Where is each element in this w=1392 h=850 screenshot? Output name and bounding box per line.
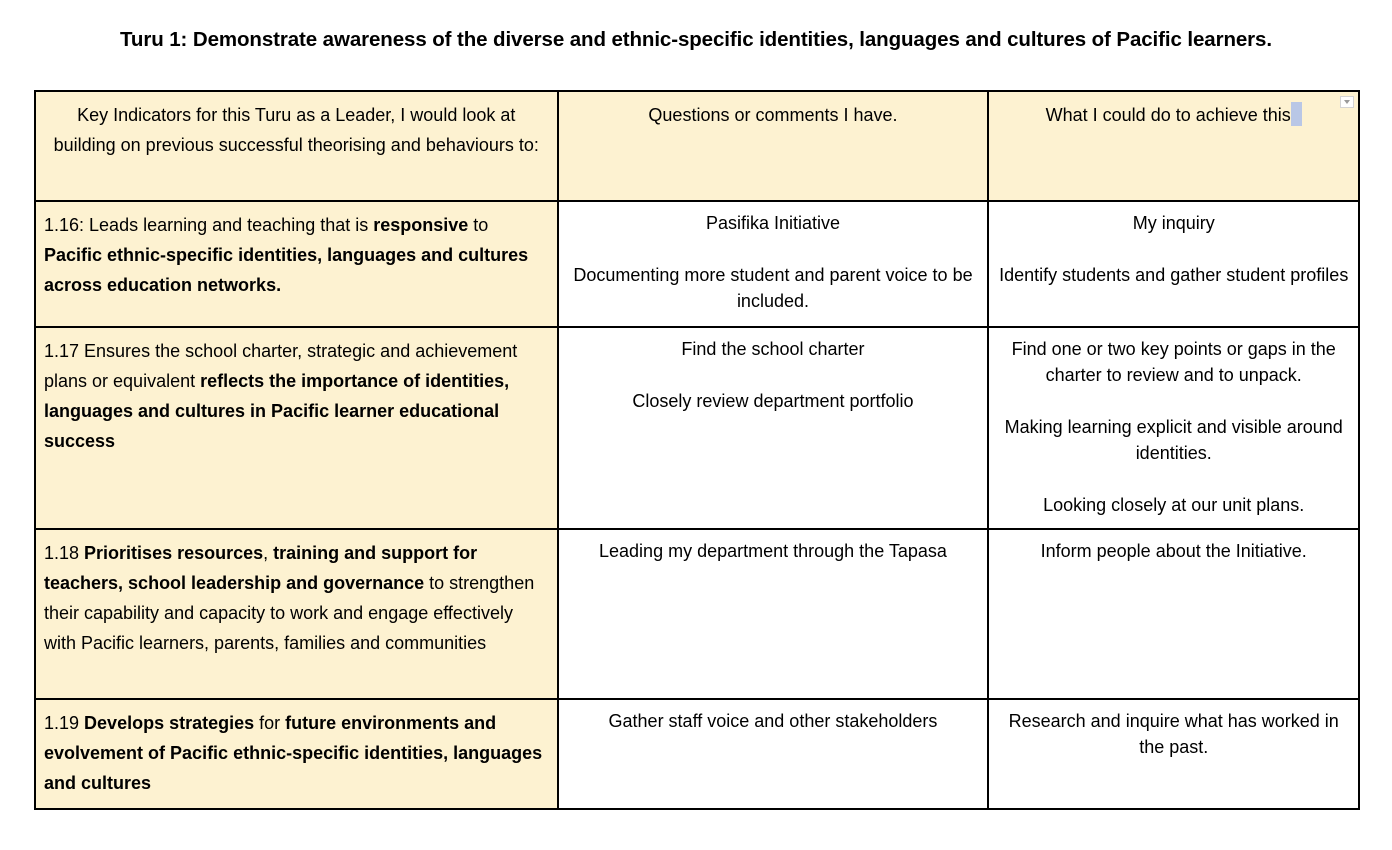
questions-cell[interactable] xyxy=(558,327,989,529)
header-actions[interactable] xyxy=(988,91,1359,201)
indicator-text: 1.18 xyxy=(44,543,85,563)
question-text: Documenting more student and parent voice to be included. xyxy=(573,265,973,311)
action-text: Research and inquire what has worked in the past. xyxy=(1008,711,1339,757)
indicator-text: future environments and evolvement of Pacific ethnic-specific identities, languages and cultures xyxy=(44,713,543,793)
header-actions-text: What I could do to achieve this xyxy=(1045,105,1291,125)
action-text: Find one or two key points or gaps in the charter to review and to unpack. xyxy=(1011,339,1336,385)
text-cursor-selection xyxy=(1291,102,1302,126)
action-text: Inform people about the Initiative. xyxy=(1040,541,1307,561)
question-text: Closely review department portfolio xyxy=(632,391,914,411)
indicator-text: 1.16: Leads learning and teaching that is xyxy=(44,215,374,235)
actions-cell[interactable] xyxy=(988,201,1359,327)
header-key-indicators[interactable] xyxy=(35,91,558,201)
indicator-text: responsive xyxy=(373,215,469,235)
indicator-text: Develops strategies xyxy=(84,713,255,733)
indicator-text: to strengthen their capability and capacity to work and engage effectively with Pacific learners, parents, families and communities xyxy=(44,573,535,653)
header-key-indicators-text: Key Indicators for this Turu as a Leader, I would look at building on previous successful theorising and behaviours to: xyxy=(53,105,539,155)
action-text: Making learning explicit and visible around identities. xyxy=(1004,417,1343,463)
indicator-cell[interactable] xyxy=(35,529,558,699)
indicator-text: 1.17 Ensures the school charter, strategic and achievement plans or equivalent xyxy=(44,341,518,391)
indicator-cell[interactable] xyxy=(35,201,558,327)
indicator-text: Prioritises resources xyxy=(84,543,264,563)
indicator-text: , xyxy=(263,543,274,563)
table-row xyxy=(35,699,1359,809)
actions-cell[interactable] xyxy=(988,327,1359,529)
action-text: Identify students and gather student profiles xyxy=(999,265,1349,285)
cell-dropdown-icon[interactable] xyxy=(1340,96,1354,108)
actions-cell[interactable] xyxy=(988,529,1359,699)
indicator-text: 1.19 xyxy=(44,713,85,733)
header-questions[interactable] xyxy=(558,91,989,201)
action-text: Looking closely at our unit plans. xyxy=(1043,495,1305,515)
indicator-text: to xyxy=(468,215,489,235)
questions-cell[interactable] xyxy=(558,699,989,809)
indicator-cell[interactable] xyxy=(35,327,558,529)
indicator-cell[interactable] xyxy=(35,699,558,809)
question-text: Find the school charter xyxy=(681,339,865,359)
indicator-text: Pacific ethnic-specific identities, languages and cultures across education networks. xyxy=(44,245,529,295)
turu-table xyxy=(34,90,1360,810)
question-text: Gather staff voice and other stakeholders xyxy=(608,711,938,731)
table-row xyxy=(35,529,1359,699)
header-questions-text: Questions or comments I have. xyxy=(648,105,898,125)
questions-cell[interactable] xyxy=(558,201,989,327)
questions-cell[interactable] xyxy=(558,529,989,699)
actions-cell[interactable] xyxy=(988,699,1359,809)
indicator-text: for xyxy=(254,713,286,733)
table-row xyxy=(35,327,1359,529)
question-text: Pasifika Initiative xyxy=(705,213,840,233)
indicator-text: training and support for teachers, school leadership and governance xyxy=(44,543,478,593)
indicator-text: reflects the importance of identities, languages and cultures in Pacific learner educational success xyxy=(44,371,510,451)
table-row xyxy=(35,201,1359,327)
question-text: Leading my department through the Tapasa xyxy=(599,541,947,561)
page-title: Turu 1: Demonstrate awareness of the diverse and ethnic-specific identities, languages and cultures of Pacific learners. xyxy=(120,28,1272,51)
table-header-row xyxy=(35,91,1359,201)
action-text: My inquiry xyxy=(1132,213,1215,233)
